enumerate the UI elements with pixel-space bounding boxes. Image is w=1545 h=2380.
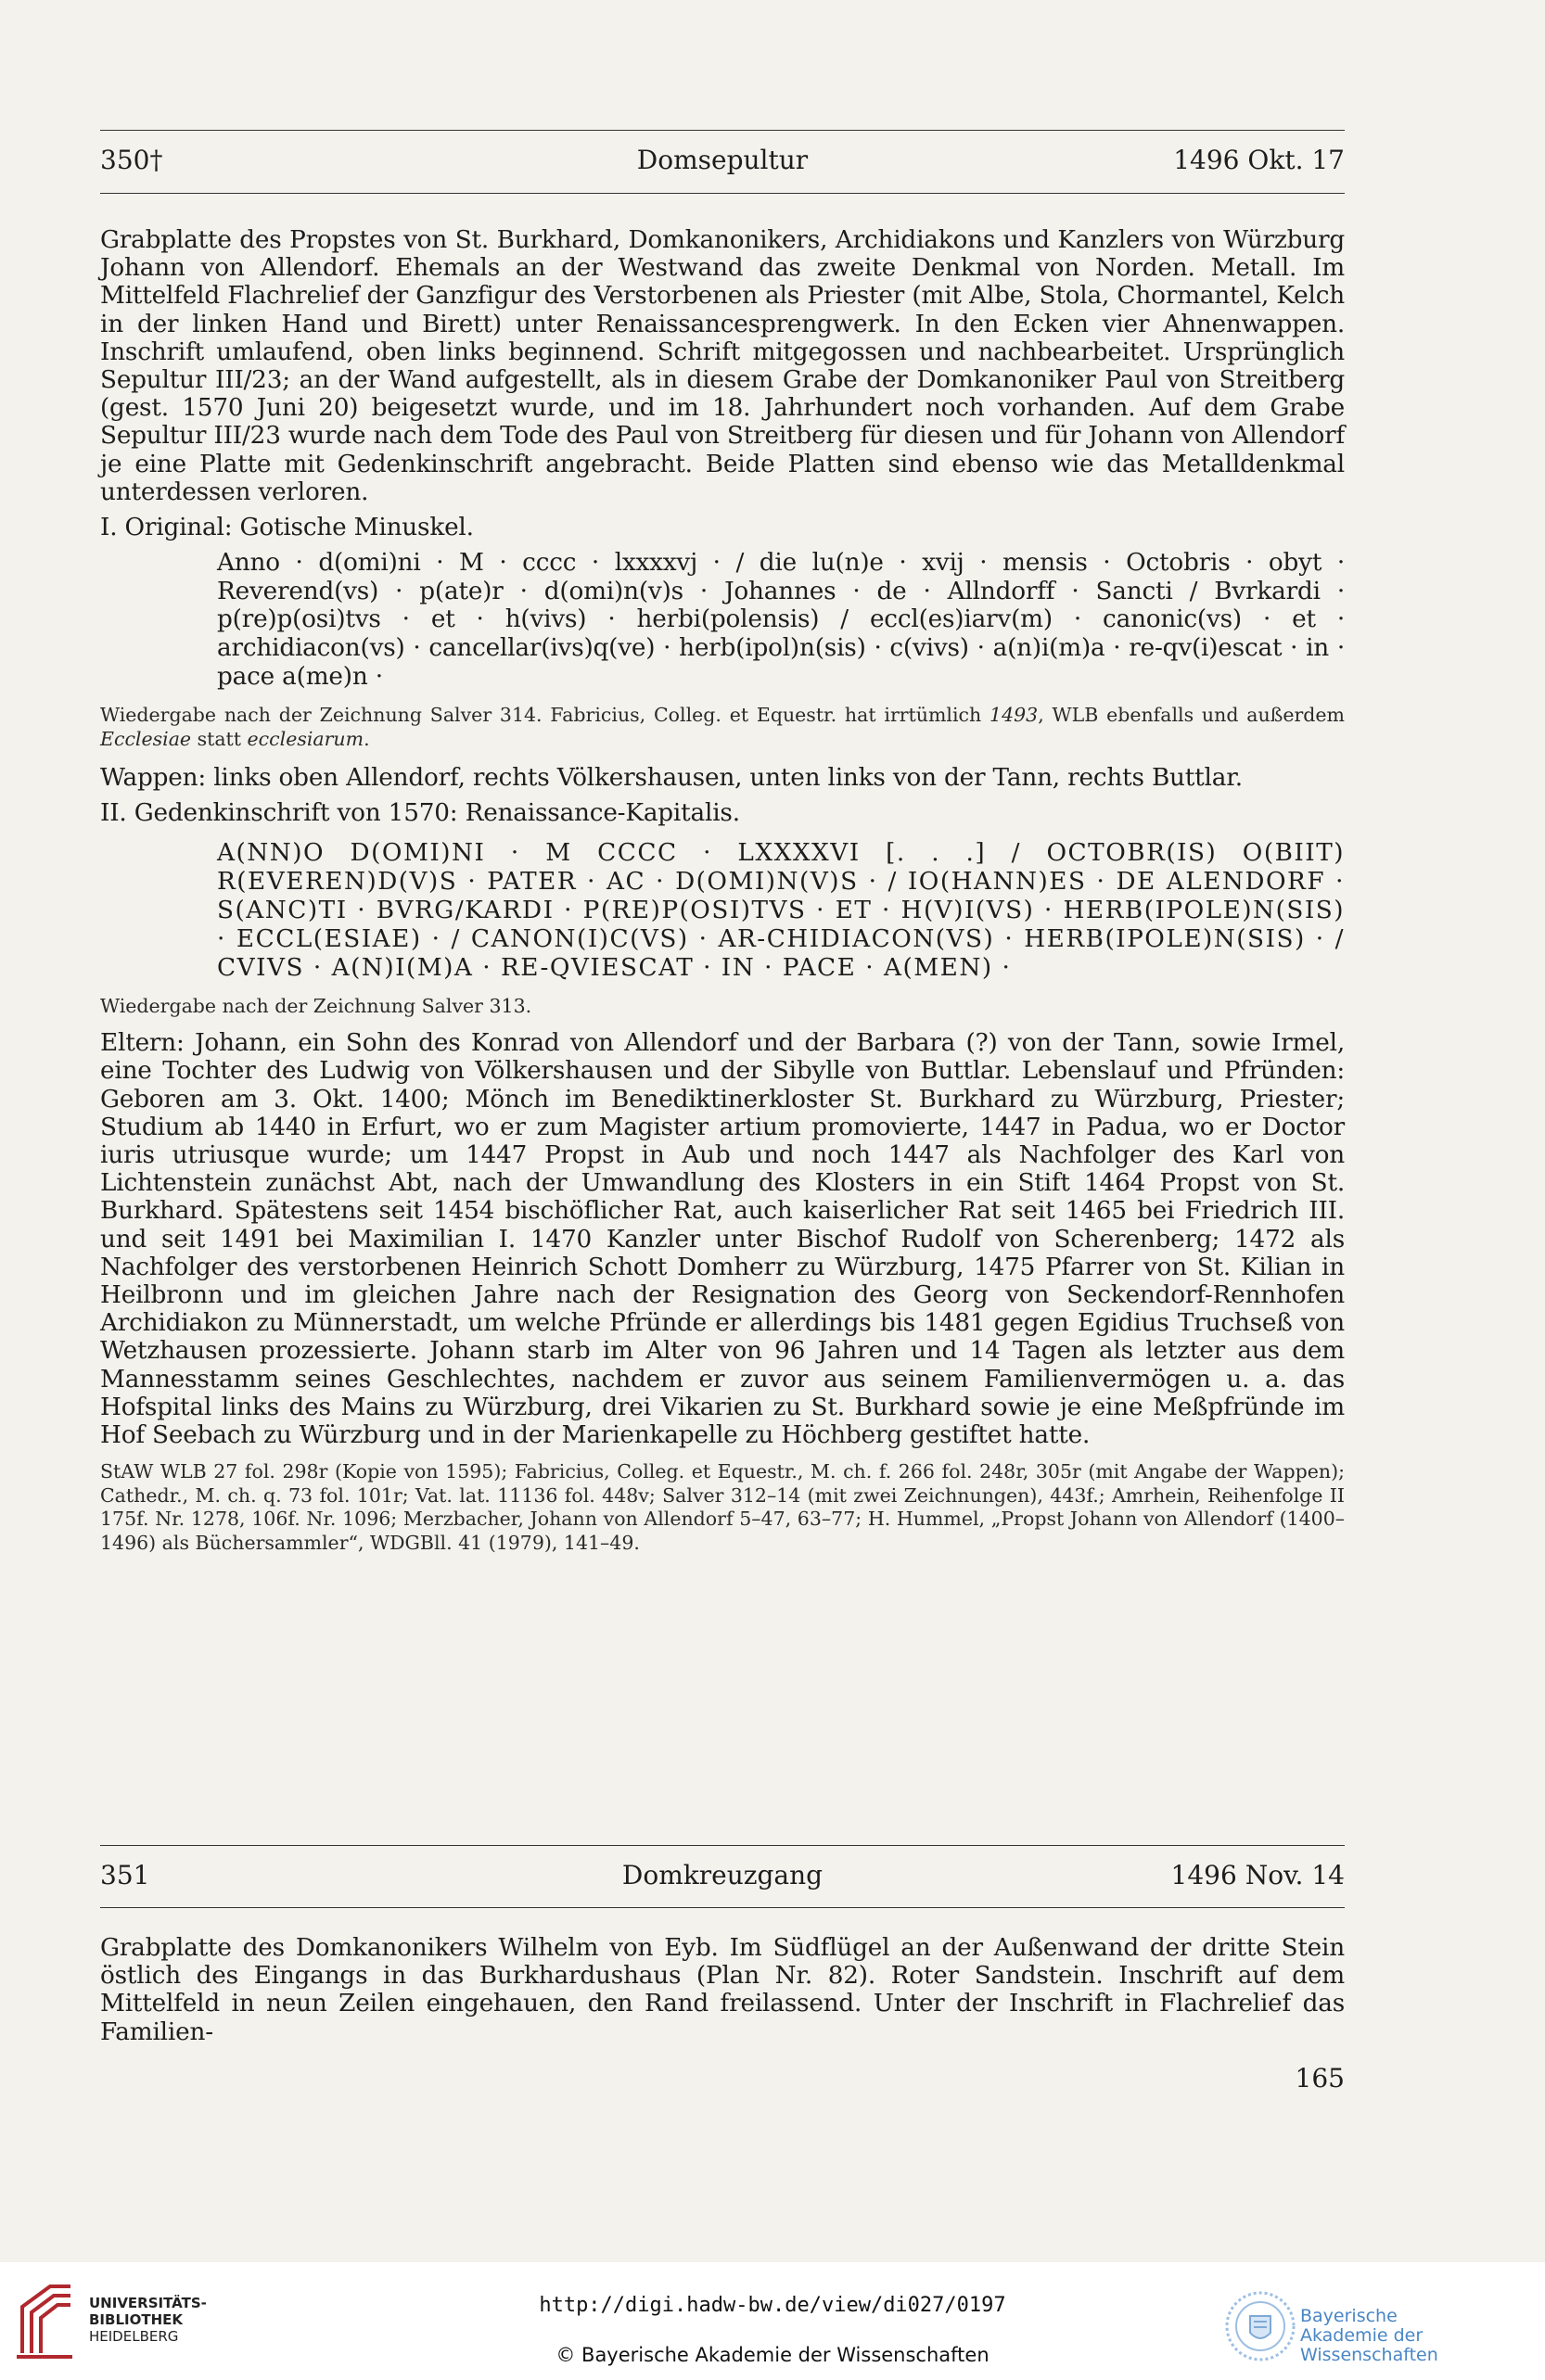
- note-1: [100, 704, 1345, 751]
- entry-351-number: 351: [100, 1860, 150, 1890]
- academy-line-1: Bayerische: [1300, 2306, 1398, 2326]
- header-351-rule-bottom: [100, 1907, 1345, 1908]
- biography: Eltern: Johann, ein Sohn des Konrad von Allendorf und der Barbara (?) von der Tann, sowie Irmel, eine Tochter des Ludwig von Völkershausen und der Sibylle von Buttlar. Lebenslauf und Pfründen: Geboren am 3. Okt. 1400; Mönch im Benediktinerkloster St. Burkhard zu Würzburg, Priester; Studium ab 1440 in Erfurt, wo er zum Magister artium promovierte, 1447 in Padua, wo er Doctor iuris utriusque wurde; um 1447 Propst in Aub und noch 1447 als Nachfolger des Karl von Lichtenstein zunächst Abt, nach der Umwandlung des Klosters in ein Stift 1464 Propst von St. Burkhard. Spätestens seit 1454 bischöflicher Rat, auch kaiserlicher Rat seit 1465 bei Friedrich III. und seit 1491 bei Maximilian I. 1470 Kanzler unter Bischof Rudolf von Scherenberg; 1472 als Nachfolger des verstorbenen Heinrich Schott Domherr zu Würzburg, 1475 Pfarrer von St. Kilian in Heilbronn und im gleichen Jahre nach der Resignation des Georg von Seckendorf-Rennhofen Archidiakon zu Münnerstadt, um welche Pfründe er allerdings bis 1481 gegen Egidius Truchseß von Wetzhausen prozessierte. Johann starb im Alter von 96 Jahren und 14 Tagen als letzter aus dem Mannesstamm seines Geschlechtes, nachdem er zuvor aus seinem Familienvermögen u. a. das Hofspital links des Mains zu Würzburg, drei Vikarien zu St. Burkhard sowie je eine Meßpfründe im Hof Seebach zu Würzburg und in der Marienkapelle zu Höchberg gestiftet hatte.: [100, 1029, 1345, 1449]
- note-1-text-mid: , WLB ebenfalls und außerdem: [1038, 704, 1345, 727]
- entry-351-description: Grabplatte des Domkanonikers Wilhelm von Eyb. Im Südflügel an der Außenwand der dritte Stein östlich des Eingangs in das Burkhardushaus (Plan Nr. 82). Roter Sandstein. Inschrift auf dem Mittelfeld in neun Zeilen eingehauen, den Rand freilassend. Unter der Inschrift in Flachrelief das Familien-: [100, 1934, 1345, 2046]
- entry-351-header: [100, 1860, 1345, 1897]
- note-2: Wiedergabe nach der Zeichnung Salver 313.: [100, 994, 532, 1017]
- section-1-heading: I. Original: Gotische Minuskel.: [100, 514, 474, 542]
- document-url-link[interactable]: http://digi.hadw-bw.de/view/di027/0197: [539, 2294, 1006, 2317]
- page-number: 165: [1295, 2063, 1345, 2094]
- academy-seal-icon[interactable]: [1222, 2288, 1298, 2364]
- note-1-italic-ecclesiae: Ecclesiae: [100, 727, 192, 750]
- note-1-italic-year: 1493: [990, 704, 1039, 727]
- entry-351-body: [100, 1934, 1345, 2046]
- academy-line-2: Akademie der Wissenschaften: [1300, 2325, 1438, 2365]
- note-1-text: Wiedergabe nach der Zeichnung Salver 314. Fabricius, Colleg. et Equestr. hat irrtümlich: [100, 704, 990, 727]
- library-line-1: UNIVERSITÄTS-: [89, 2295, 207, 2311]
- entry-350-date: 1496 Okt. 17: [1173, 145, 1345, 175]
- library-line-3: HEIDELBERG: [89, 2328, 179, 2345]
- wappen-line: Wappen: links oben Allendorf, rechts Völkershausen, unten links von der Tann, rechts Buttlar.: [100, 764, 1243, 793]
- copyright-notice: © Bayerische Akademie der Wissenschaften: [555, 2344, 990, 2366]
- header-rule-bottom: [100, 193, 1345, 194]
- note-1-italic-ecclesiarum: ecclesiarum: [247, 727, 364, 750]
- entry-351-title: Domkreuzgang: [621, 1860, 824, 1890]
- entry-350-description: Grabplatte des Propstes von St. Burkhard, Domkanonikers, Archidiakons und Kanzlers von Würzburg Johann von Allendorf. Ehemals an der Westwand das zweite Denkmal von Norden. Metall. Im Mittelfeld Flachrelief der Ganzfigur des Verstorbenen als Priester (mit Albe, Stola, Chormantel, Kelch in der linken Hand und Birett) unter Renaissancesprengwerk. In den Ecken vier Ahnenwappen. Inschrift umlaufend, oben links beginnend. Schrift mitgegossen und nachbearbeitet. Ursprünglich Sepultur III/23; an der Wand aufgestellt, als in diesem Grabe der Domkanoniker Paul von Streitberg (gest. 1570 Juni 20) beigesetzt wurde, und im 18. Jahrhundert noch vorhanden. Auf dem Grabe Sepultur III/23 wurde nach dem Tode des Paul von Streitberg für diesen und für Johann von Allendorf je eine Platte mit Gedenkinschrift angebracht. Beide Platten sind ebenso wie das Metalldenkmal unterdessen verloren.: [100, 226, 1345, 506]
- entry-350-header: [100, 145, 1345, 182]
- note-1-text-end: .: [364, 727, 370, 750]
- entry-351-date: 1496 Nov. 14: [1170, 1860, 1345, 1890]
- header-rule-top: [100, 130, 1345, 131]
- library-line-2: BIBLIOTHEK: [89, 2311, 183, 2328]
- entry-350-title: Domsepultur: [636, 145, 809, 175]
- inscription-2: A(NN)O D(OMI)NI · M CCCC · LXXXXVI [. . .] / OCTOBR(IS) O(BIIT) R(EVEREN)D(V)S · PATER · AC · D(OMI)N(V)S · / IO(HANN)ES · DE ALENDORF · S(ANC)TI · BVRG/KARDI · P(RE)P(OSI)TVS · ET · H(V)I(VS) · HERB(IPOLE)N(SIS) · ECCL(ESIAE) · / CANON(I)C(VS) · AR-CHIDIACON(VS) · HERB(IPOLE)N(SIS) · / CVIVS · A(N)I(M)A · RE-QVIESCAT · IN · PACE · A(MEN) ·: [217, 838, 1345, 983]
- header-351-rule-top: [100, 1845, 1345, 1846]
- section-2-heading: II. Gedenkinschrift von 1570: Renaissance-Kapitalis.: [100, 799, 740, 828]
- academy-name[interactable]: [1300, 2307, 1545, 2365]
- inscription-1: Anno · d(omi)ni · M · cccc · lxxxxvj · / die lu(n)e · xvij · mensis · Octobris · obyt · Reverend(vs) · p(ate)r · d(omi)n(v)s · Johannes · de · Allndorff · Sancti / Bvrkardi · p(re)p(osi)tvs · et · h(vivs) · herbi(polensis) / eccl(es)iarv(m) · canonic(vs) · et · archidiacon(vs) · cancellar(ivs)q(ve) · herb(ipol)n(sis) · c(vivs) · a(n)i(m)a · re-qv(i)escat · in · pace a(me)n ·: [217, 549, 1345, 691]
- entry-350-number: 350†: [100, 145, 163, 175]
- entry-350-body: [100, 226, 1345, 1555]
- sources: StAW WLB 27 fol. 298r (Kopie von 1595); Fabricius, Colleg. et Equestr., M. ch. f. 266 fol. 248r, 305r (mit Angabe der Wappen); Cathedr., M. ch. q. 73 fol. 101r; Vat. lat. 11136 fol. 448v; Salver 312–14 (mit zwei Zeichnungen), 443f.; Amrhein, Reihenfolge II 175f. Nr. 1278, 106f. Nr. 1096; Merzbacher, Johann von Allendorf 5–47, 63–77; H. Hummel, „Propst Johann von Allendorf (1400–1496) als Büchersammler“, WDGBll. 41 (1979), 141–49.: [100, 1460, 1345, 1554]
- note-1-text-mid2: statt: [191, 727, 248, 750]
